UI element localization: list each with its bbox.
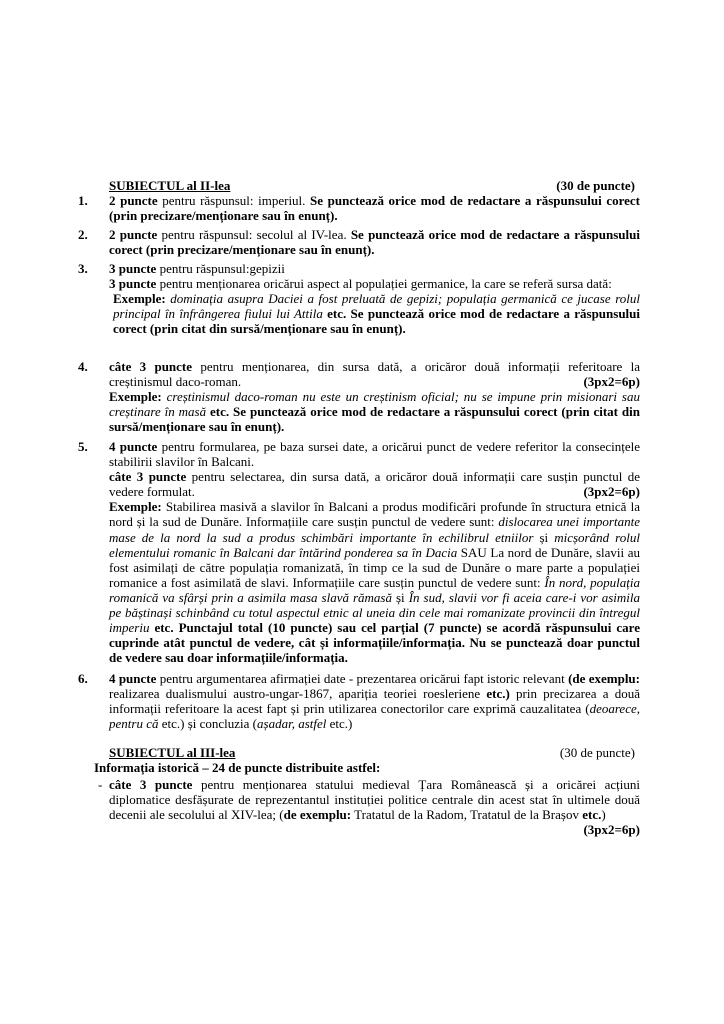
item-3-note: etc. Se punctează orice mod de redactare a răspunsului corect (prin citat din sursă/menționare sau în enunț). — [113, 306, 641, 337]
section-3-item-body — [109, 777, 640, 838]
item-5-number: 5. — [78, 439, 88, 454]
section-2-title: SUBIECTUL al II-lea — [109, 178, 231, 193]
item-2-points: 2 puncte — [109, 227, 158, 242]
section-3-points: (30 de puncte) — [559, 745, 635, 760]
item-6-connectors-cause: deoarece, pentru că — [109, 701, 640, 732]
section-3-dash: - — [98, 777, 103, 792]
item-6-text-2: prin precizarea a două informații referitoare la acest fapt și prin utilizarea conectorilor care exprimă cauzalitatea ( — [109, 686, 641, 717]
item-5-quote-1: dislocarea unei importante mase de la nord la sud a produs schimbări importante în echilibrul etniilor — [109, 514, 640, 545]
item-4-body — [109, 359, 640, 434]
item-6-number: 6. — [78, 671, 88, 686]
item-3-points-a: 3 puncte — [109, 261, 157, 276]
item-5-quote-3: În nord, populația romanică va sfârși prin a asimila masa slavă rămasă — [109, 574, 640, 605]
item-2-number: 2. — [78, 227, 88, 242]
section-3-example: Tratatul de la Radom, Tratatul de la Brașov — [351, 807, 583, 823]
section-3-title: SUBIECTUL al III-lea — [109, 745, 236, 760]
item-5-body — [109, 439, 640, 665]
item-6-etc: etc.) — [486, 686, 510, 702]
item-5-quote-2: micșorând rolul elementului romanic în Balcani dar întărind ponderea sa în Dacia — [109, 529, 640, 560]
item-3-points-b: 3 puncte — [109, 276, 157, 292]
item-6-text-4: etc.) — [326, 716, 353, 732]
item-5-points-a: 4 puncte — [109, 439, 158, 454]
item-4-examples-label: Exemple: — [109, 389, 162, 405]
item-5-score: (3px2=6p) — [583, 484, 640, 500]
item-6-example-label: (de exemplu: — [568, 671, 640, 686]
item-3-requirement: pentru menționarea oricărui aspect al populației germanice, la care se referă sursa dată: — [156, 276, 612, 292]
section-3-score: (3px2=6p) — [583, 822, 640, 838]
item-5-note: etc. Punctajul total (10 puncte) sau cel parțial (7 puncte) se acordă răspunsului care cuprinde atât punctul de vedere, cât și informațiile/informația. Nu se punctează doar punctul de vedere sau doar informațiile/informația. — [109, 620, 640, 666]
item-5-requirement-b: pentru selectarea, din sursa dată, a oricăror două informații care susțin punctul de vedere formulat. — [109, 469, 640, 500]
item-3-examples: dominația asupra Daciei a fost preluată de gepizi; populația germanică ce jucase rolul principal în înfrângerea fiului lui Attila — [113, 291, 640, 322]
item-1 — [78, 193, 640, 223]
section-3-etc: etc. — [582, 807, 602, 823]
item-6 — [78, 671, 640, 731]
item-4-requirement: pentru menționarea, din sursa dată, a oricăror două informații referitoare la creștinismul daco-roman. — [109, 359, 640, 390]
item-6-text-3: etc.) și concluzia ( — [158, 716, 258, 732]
item-2 — [78, 227, 640, 257]
section-3-header — [109, 745, 635, 760]
item-5-text-4: și — [391, 589, 409, 605]
item-2-body — [109, 227, 640, 257]
item-6-text-1: pentru argumentarea afirmației date - prezentarea oricărui fapt istoric relevant — [156, 671, 569, 686]
section-2-header — [109, 178, 635, 193]
item-6-body — [109, 671, 640, 731]
item-4-points: câte 3 puncte — [109, 359, 193, 374]
item-3-examples-label: Exemple: — [113, 291, 166, 307]
item-6-example: realizarea dualismului austro-ungar-1867, apariția teoriei roesleriene — [109, 686, 487, 702]
item-4 — [78, 359, 640, 434]
item-2-note: Se punctează orice mod de redactare a răspunsului corect (prin precizare/menționare sau în enunț). — [109, 227, 640, 258]
item-4-note: etc. Se punctează orice mod de redactare a răspunsului corect (prin citat din sursă/menționare sau în enunț). — [109, 404, 640, 435]
item-3-body — [109, 261, 640, 336]
item-5-points-b: câte 3 puncte — [109, 469, 187, 485]
section-3-points-each: câte 3 puncte — [109, 777, 193, 792]
item-3 — [78, 261, 640, 336]
item-6-connectors-conclusion: așadar, astfel — [257, 716, 327, 732]
item-5-quote-4: În sud, slavii vor fi aceia care-i vor asimila pe băștinași schinbând cu totul aspectul etnic al uneia din cele mai romanizate provincii din întregul imperiu — [109, 589, 640, 636]
item-3-number: 3. — [78, 261, 88, 276]
item-1-body — [109, 193, 640, 223]
section-3-example-label: de exemplu: — [283, 807, 352, 823]
section-3-item — [78, 777, 640, 837]
item-4-score: (3px2=6p) — [583, 374, 640, 390]
item-5-text-2: și — [533, 529, 555, 545]
section-3-subtitle: Informația istorică – 24 de puncte distribuite astfel: — [94, 760, 381, 775]
item-2-text: pentru răspunsul: secolul al IV-lea. — [157, 227, 351, 242]
item-5-requirement-a: pentru formularea, pe baza sursei date, a oricărui punct de vedere referitor la consecințele stabilirii slavilor în Balcani. — [109, 439, 641, 470]
item-1-note: Se punctează orice mod de redactare a răspunsului corect (prin precizare/menționare sau în enunț). — [109, 193, 641, 224]
item-4-examples: creștinismul daco-roman nu este un creștinism oficial; nu se impune prin misionari sau creștinare în masă — [109, 389, 640, 420]
item-5-text-3: SAU La nord de Dunăre, slavii au fost asimilați de către populația romanizată, în timp ce la sud de Dunăre o mare parte a populației romanice a fost asimilată de slavi. Informațiile care susțin punctul de vedere sunt: — [109, 544, 640, 590]
section-2-points: (30 de puncte) — [556, 178, 635, 193]
item-5 — [78, 439, 640, 665]
item-5-text-1: Stabilirea masivă a slavilor în Balcani a produs modificări profunde în structura etnică la nord și la sud de Dunăre. Informațiile care susțin punctul de vedere sunt: — [109, 499, 640, 530]
section-3-close-paren: ) — [601, 807, 606, 823]
item-1-number: 1. — [78, 193, 88, 208]
item-3-answer: pentru răspunsul:gepizii — [156, 261, 285, 276]
item-1-text: pentru răspunsul: imperiul. — [157, 193, 311, 208]
item-1-points: 2 puncte — [109, 193, 158, 208]
section-3-text-1: pentru menționarea statului medieval Țara Românească și a oricărei acțiuni diplomatice desfășurate de reprezentantul instituției politice centrale din acest stat în ultimele două decenii ale secolului al XIV-lea; ( — [109, 777, 640, 823]
item-5-examples-label: Exemple: — [109, 499, 162, 515]
item-6-points: 4 puncte — [109, 671, 157, 686]
item-4-number: 4. — [78, 359, 88, 374]
